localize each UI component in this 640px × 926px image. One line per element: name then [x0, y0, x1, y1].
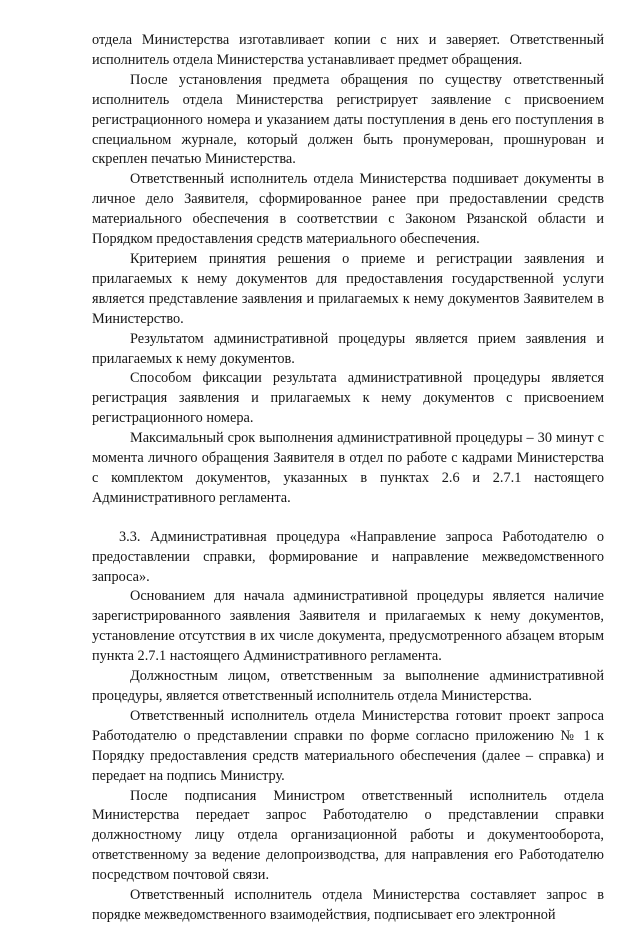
paragraph-registration: После установления предмета обращения по существу ответственный исполнитель отдела Министерства регистрирует заявление с присвоением регистрационного номера и указанием даты поступления в день его поступления в специальном журнале, который должен быть пронумерован, прошнурован и скреплен печатью Министерства.: [92, 71, 604, 168]
paragraph-grounds: Основанием для начала административной процедуры является наличие зарегистрированного заявления Заявителя и прилагаемых к нему документов, установление отсутствия в их числе документа, предусмотренного абзацем вторым пункта 2.7.1 настоящего Административного регламента.: [92, 588, 604, 665]
paragraph-interagency-request: Ответственный исполнитель отдела Министерства составляет запрос в порядке межведомственного взаимодействия, подписывает его электронной: [92, 887, 604, 923]
paragraph-responsible-official: Должностным лицом, ответственным за выполнение административной процедуры, является ответственный исполнитель отдела Министерства.: [92, 668, 604, 704]
paragraph-personal-file: Ответственный исполнитель отдела Министерства подшивает документы в личное дело Заявителя, сформированное ранее при предоставлении средств материального обеспечения в соответствии с Законом Рязанской области и Порядком предоставления средств материального обеспечения.: [92, 171, 604, 248]
paragraph-draft-request: Ответственный исполнитель отдела Министерства готовит проект запроса Работодателю о представлении справки по форме согласно приложению № 1 к Порядку предоставления средств материального обеспечения (далее – справка) и передает на подпись Министру.: [92, 707, 604, 784]
paragraph-result: Результатом административной процедуры является прием заявления и прилагаемых к нему документов.: [92, 330, 604, 367]
paragraph-after-signing: После подписания Министром ответственный исполнитель отдела Министерства передает запрос Работодателю о представлении справки должностному лицу отдела организационной работы и документооборота, ответственному за ведение делопроизводства, для направления его Работодателю посредством почтовой связи.: [92, 787, 604, 884]
paragraph-fixation-method: Способом фиксации результата административной процедуры является регистрация заявления и прилагаемых к нему документов с присвоением регистрационного номера.: [92, 370, 604, 427]
paragraph-continuation: отдела Министерства изготавливает копии с них и заверяет. Ответственный исполнитель отдела Министерства устанавливает предмет обращения.: [92, 32, 604, 68]
document-page: [92, 31, 604, 926]
paragraph-max-duration: Максимальный срок выполнения административной процедуры – 30 минут с момента личного обращения Заявителя в отдел по работе с кадрами Министерства с комплектом документов, указанных в пунктах 2.6 и 2.7.1 настоящего Административного регламента.: [92, 430, 604, 506]
section-heading-3-3: 3.3. Административная процедура «Направление запроса Работодателю о предоставлении справки, формирование и направление межведомственного запроса».: [92, 528, 604, 585]
paragraph-decision-criterion: Критерием принятия решения о приеме и регистрации заявления и прилагаемых к нему документов для предоставления государственной услуги является представление заявления и прилагаемых к нему документов Заявителем в Министерство.: [92, 250, 604, 327]
